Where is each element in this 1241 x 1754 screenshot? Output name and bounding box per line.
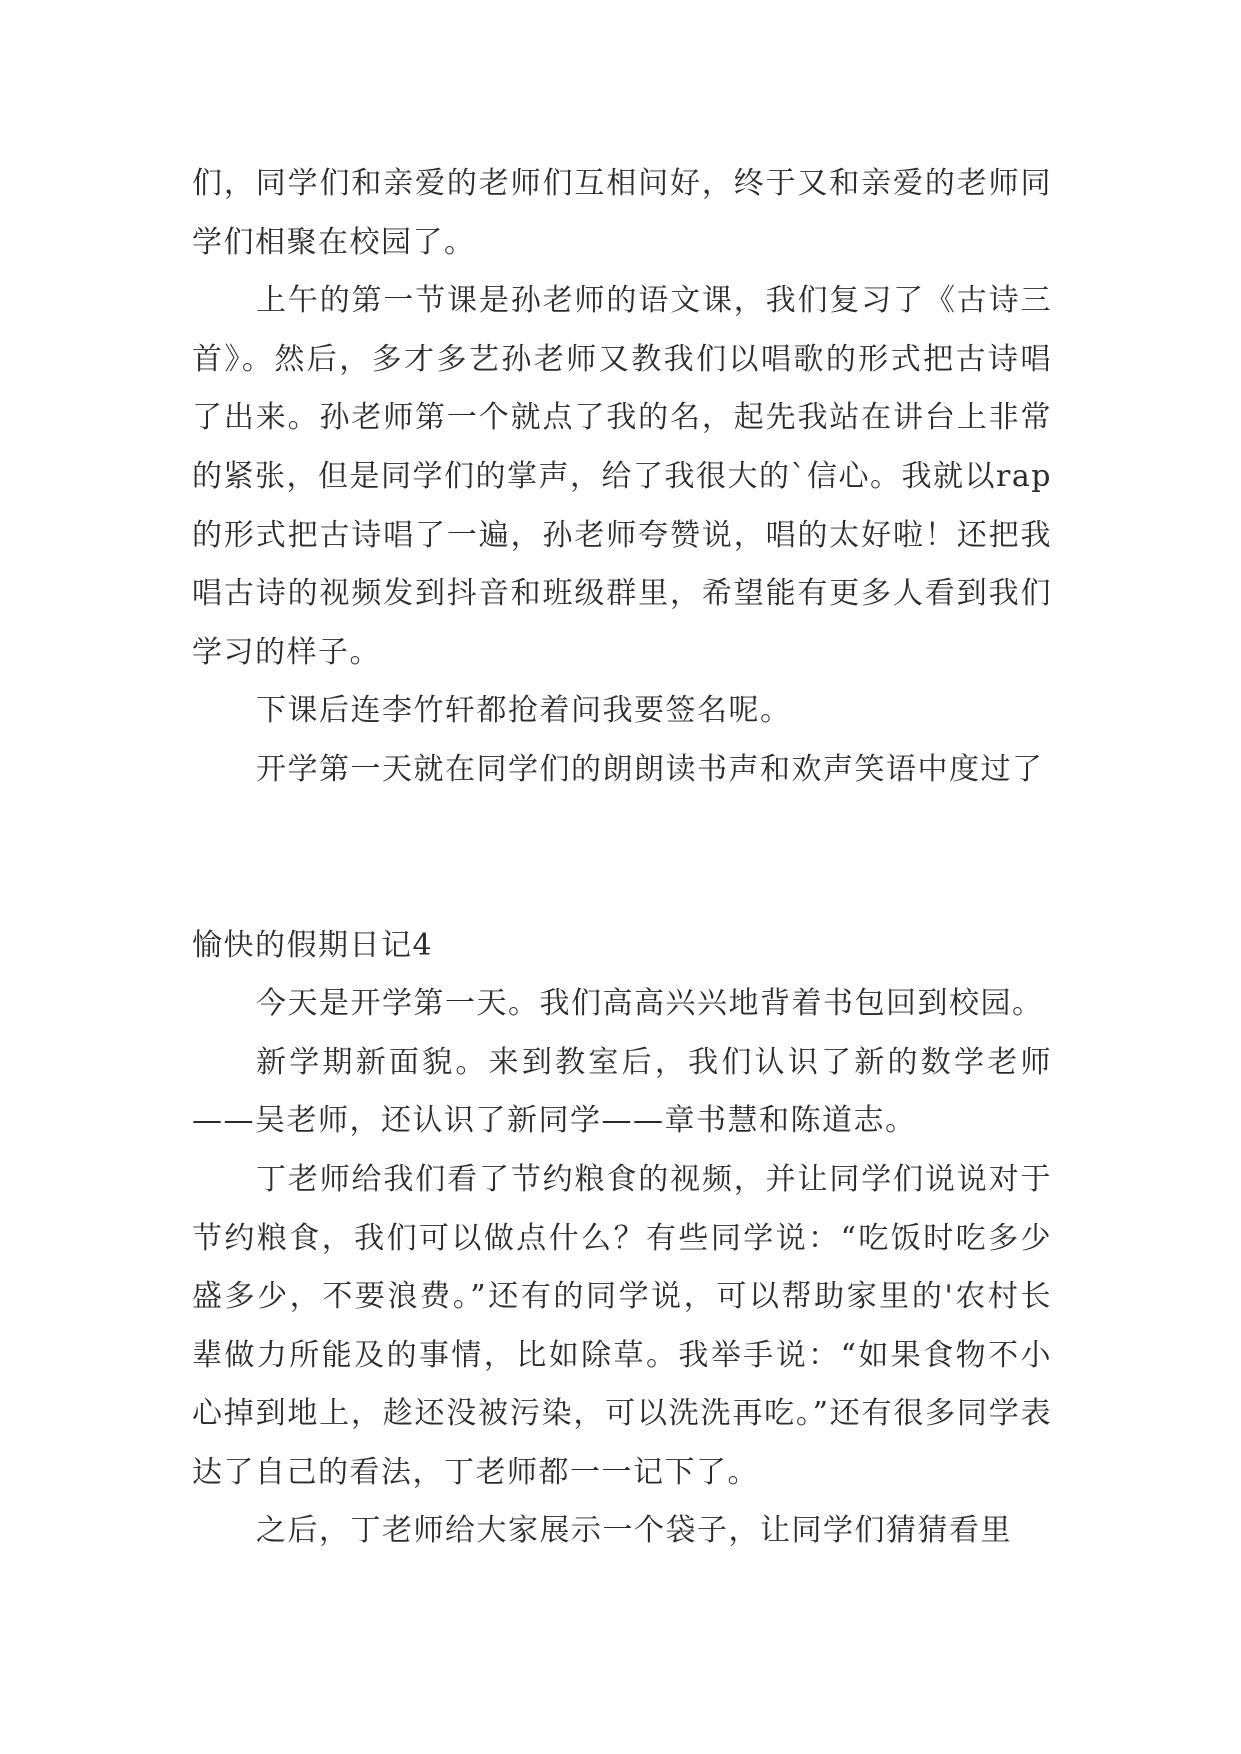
paragraph-saving-food: 丁老师给我们看了节约粮食的视频，并让同学们说说对于节约粮食，我们可以做点什么？有些同学说：“吃饭时吃多少盛多少，不要浪费。”还有的同学说，可以帮助家里的'农村长辈做力所能及的事情，比如除草。我举手说：“如果食物不小心掉到地上，趁还没被污染，可以洗洗再吃。”还有很多同学表达了自己的看法，丁老师都一一记下了。 bbox=[192, 1161, 1052, 1490]
section-title: 愉快的假期日记4 bbox=[192, 927, 434, 963]
paragraph-first-day-end: 开学第一天就在同学们的朗朗读书声和欢声笑语中度过了 bbox=[256, 751, 1044, 787]
paragraph-bag-guess: 之后，丁老师给大家展示一个袋子，让同学们猜猜看里 bbox=[256, 1513, 1012, 1549]
document-body bbox=[192, 155, 1052, 1561]
paragraph-chinese-class: 上午的第一节课是孙老师的语文课，我们复习了《古诗三首》。然后，多才多艺孙老师又教我们以唱歌的形式把古诗唱了出来。孙老师第一个就点了我的名，起先我站在讲台上非常的紧张，但是同学们的掌声，给了我很大的`信心。我就以rap的形式把古诗唱了一遍，孙老师夸赞说，唱的太好啦！还把我唱古诗的视频发到抖音和班级群里，希望能有更多人看到我们学习的样子。 bbox=[192, 283, 1052, 670]
paragraph-after-class: 下课后连李竹轩都抢着问我要签名呢。 bbox=[256, 693, 792, 729]
section-spacer bbox=[192, 800, 1052, 917]
paragraph-continued: 们，同学们和亲爱的老师们互相问好，终于又和亲爱的老师同学们相聚在校园了。 bbox=[192, 166, 1052, 260]
paragraph-school-start: 今天是开学第一天。我们高高兴兴地背着书包回到校园。 bbox=[256, 986, 1044, 1022]
paragraph-new-semester: 新学期新面貌。来到教室后，我们认识了新的数学老师——吴老师，还认识了新同学——章书慧和陈道志。 bbox=[192, 1044, 1052, 1139]
